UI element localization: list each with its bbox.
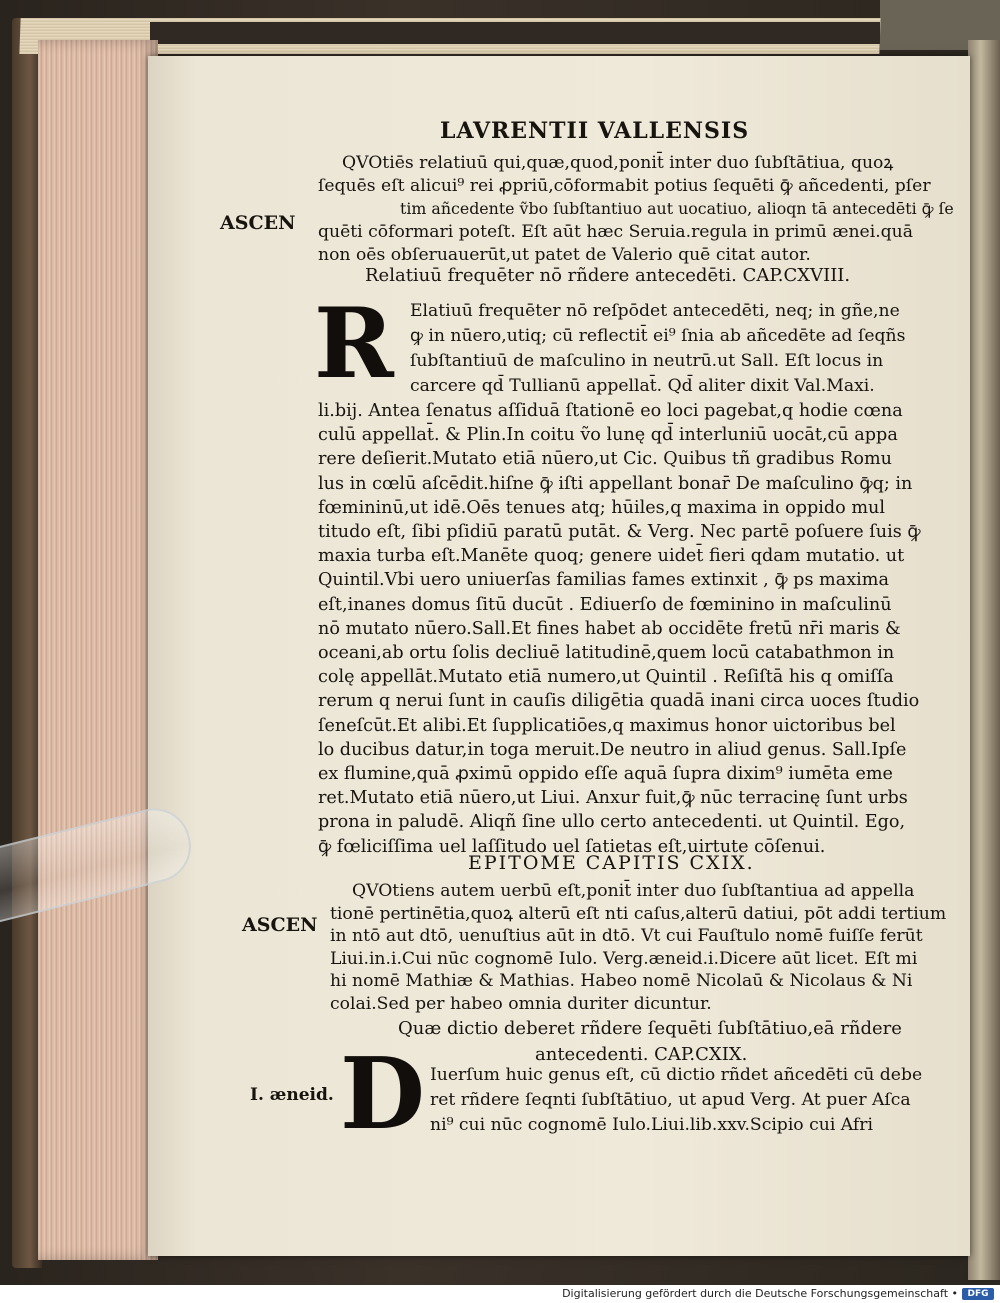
text-line: hi nomē Mathiæ & Mathias. Habeo nomē Nicolaū & Nicolaus & Ni	[330, 971, 913, 992]
margin-note-ascen-1: ASCEN	[220, 212, 296, 234]
text-line: Quintil.Vbi uero uniuerſas familias fames extinxit , ꝙ̄ ps maxima	[318, 570, 889, 591]
text-line: ſequēs eſt alicui⁹ rei ꝓpriū,cōformabit potius ſequēti ꝙ̄ añcedenti, pſer	[318, 176, 931, 196]
chapter-heading-cxix-line2: antecedenti. CAP.CXIX.	[535, 1044, 748, 1065]
text-line: tim añcedente ṽbo ſubſtantiuo aut uocatiuo, alioqn tā antecedēti ꝙ̄ ſe	[400, 199, 954, 218]
text-line: eſt,inanes domus ſitū ducūt . Ediuerſo de fœminino in maſculinū	[318, 594, 892, 615]
text-line: quēti cōformari poteſt. Eſt aūt hæc Seruia.regula in primū ænei.quā	[318, 222, 913, 242]
chapter-heading-cxviii: Relatiuū frequēter nō rñdere antecedēti. CAP.CXVIII.	[365, 265, 851, 286]
text-line: lus in cœlū aſcēdit.hiſne ꝙ̄ iſti appellant bonar̄ De maſculino ꝙ̄q; in	[318, 473, 913, 494]
text-line: rere deſierit.Mutato etiā nūero,ut Cic. Quibus tñ gradibus Romu	[318, 449, 893, 470]
text-line: lo ducibus datur,in toga meruit.De neutro in aliud genus. Sall.Ipſe	[318, 739, 907, 760]
text-line: rerum q nerui ſunt in cauſis diligētia quadā inani circa uoces ſtudio	[318, 691, 920, 712]
text-line: non oēs obſeruauerūt,ut patet de Valerio quē citat autor.	[318, 245, 811, 265]
text-line: Liui.in.i.Cui nūc cognomē Iulo. Verg.æneid.i.Dicere aūt licet. Eſt mi	[330, 948, 918, 969]
text-line: titudo eſt, ſibi pſidiū paratū putāt. & Verg. Nec partē poſuere ſuis ꝙ̄	[318, 522, 921, 542]
text-line: maxia turba eſt.Manēte quoq; genere uidet̄ fieri qdam mutatio. ut	[318, 546, 905, 567]
epitome-heading: EPITOME CAPITIS CXIX.	[468, 852, 755, 874]
text-line: QVOtiēs relatiuū qui,quæ,quod,ponit̄ inter duo ſubſtātiua, quoꝝ	[342, 153, 894, 173]
margin-note-aeneid: I. æneid.	[250, 1085, 334, 1105]
text-line: oceani,ab ortu ſolis decliuē latitudinē,quem locū catabathmon in	[318, 643, 895, 663]
text-line: ret rñdere ſeqnti ſubſtātiuo, ut apud Verg. At puer Aſca	[430, 1090, 911, 1110]
text-line: ni⁹ cui nūc cognomē Iulo.Liui.lib.xxv.Scipio cui Afri	[430, 1115, 873, 1135]
top-shadow-strip	[150, 22, 880, 44]
text-line: culū appellat̄. & Plin.In coitu ṽo lunę qd̄ interluniū uocāt,cū appa	[318, 425, 898, 446]
margin-note-ascen-2: ASCEN	[242, 914, 318, 936]
text-line: colai.Sed per habeo omnia duriter dicuntur.	[330, 994, 712, 1014]
text-line: ex flumine,quā ꝓximū oppido eſſe aquā ſupra dixim⁹ iumēta eme	[318, 764, 893, 784]
drop-cap-r: R	[314, 287, 394, 400]
text-line: colę appellāt.Mutato etiā numero,ut Quintil . Reſiſtā his q omiſſa	[318, 667, 894, 688]
text-line: QVOtiens autem uerbū eſt,ponit̄ inter duo ſubſtantiua ad appella	[352, 881, 915, 901]
text-line: ret.Mutato etiā nūero,ut Liui. Anxur fuit,ꝙ̄ nūc terracinę ſunt urbs	[318, 788, 908, 809]
text-line: prona in paludē. Aliqñ ſine ullo certo antecedenti. ut Quintil. Ego,	[318, 812, 906, 833]
text-line: tionē pertinētia,quoꝝ alterū eſt nti caſus,alterū datiui, pōt addi tertium	[330, 903, 947, 924]
text-line: Elatiuū frequēter nō reſpōdet antecedēti, neq; in gñe,ne	[410, 301, 900, 321]
text-line: ꝙ̄ fœliciſſima uel laſſitudo uel ſatietas eſt,uirtute cōſenui.	[318, 836, 826, 857]
drop-cap-d: D	[340, 1037, 425, 1152]
dfg-logo-icon: DFG	[962, 1288, 994, 1300]
text-line: fœmininū,ut idē.Oēs tenues atq; hūiles,q maxima in oppido mul	[318, 497, 885, 518]
text-line: in ntō aut dtō, uenuſtius aūt in dtō. Vt cui Fauſtulo nomē fuiſſe ferūt	[330, 926, 923, 947]
text-line: ſeneſcūt.Et alibi.Et ſupplicatiōes,q maximus honor uictoribus bel	[318, 715, 896, 736]
text-line: nō mutato nūero.Sall.Et fines habet ab occidēte fretū nr̄i maris &	[318, 618, 901, 639]
page-stack-edge	[38, 40, 158, 1260]
text-line: Iuerſum huic genus eſt, cū dictio rñdet añcedēti cū debe	[430, 1065, 923, 1085]
footer-credit: Digitalisierung gefördert durch die Deutsche Forschungsgemeinschaft •	[562, 1287, 958, 1300]
right-page-edge	[968, 40, 1000, 1280]
chapter-heading-cxix-line1: Quæ dictio deberet rñdere ſequēti ſubſtātiuo,eā rñdere	[398, 1018, 902, 1039]
text-line: li.bij. Antea ſenatus aſſiduā ſtationē eo loci pagebat,q hodie cœna	[318, 401, 903, 421]
text-line: ꝙ in nūero,utiq; cū reflectit̄ ei⁹ ſnia ab añcedēte ad ſeqñs	[410, 326, 906, 346]
text-line: ſubſtantiuū de maſculino in neutrū.ut Sall. Eſt locus in	[410, 351, 884, 371]
running-head: LAVRENTII VALLENSIS	[440, 118, 750, 144]
text-line: carcere qd̄ Tullianū appellat̄. Qd̄ aliter dixit Val.Maxi.	[410, 376, 875, 396]
